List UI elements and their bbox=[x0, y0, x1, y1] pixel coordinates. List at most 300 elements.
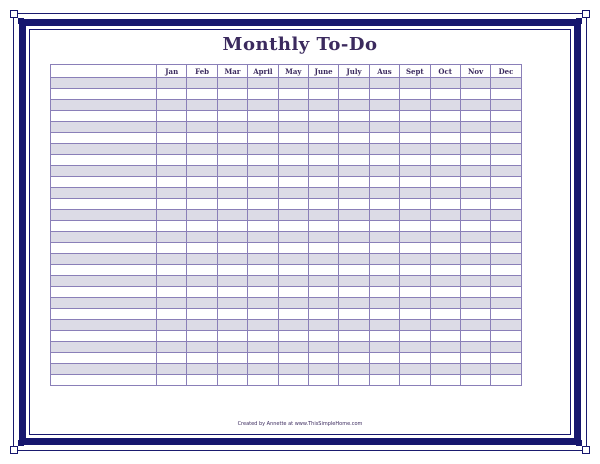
month-cell[interactable] bbox=[491, 342, 521, 353]
month-cell[interactable] bbox=[187, 89, 217, 100]
month-cell[interactable] bbox=[248, 320, 278, 331]
month-cell[interactable] bbox=[430, 155, 460, 166]
month-cell[interactable] bbox=[308, 199, 338, 210]
month-cell[interactable] bbox=[369, 111, 399, 122]
month-cell[interactable] bbox=[308, 210, 338, 221]
month-cell[interactable] bbox=[157, 177, 187, 188]
month-cell[interactable] bbox=[491, 243, 521, 254]
month-cell[interactable] bbox=[308, 122, 338, 133]
month-cell[interactable] bbox=[308, 342, 338, 353]
month-cell[interactable] bbox=[369, 287, 399, 298]
month-cell[interactable] bbox=[460, 89, 490, 100]
month-cell[interactable] bbox=[339, 276, 369, 287]
month-cell[interactable] bbox=[157, 144, 187, 155]
month-cell[interactable] bbox=[339, 210, 369, 221]
month-cell[interactable] bbox=[460, 309, 490, 320]
month-cell[interactable] bbox=[491, 276, 521, 287]
month-cell[interactable] bbox=[308, 375, 338, 386]
month-cell[interactable] bbox=[157, 133, 187, 144]
month-cell[interactable] bbox=[400, 199, 430, 210]
month-cell[interactable] bbox=[460, 276, 490, 287]
month-cell[interactable] bbox=[491, 364, 521, 375]
month-cell[interactable] bbox=[278, 364, 308, 375]
month-cell[interactable] bbox=[157, 199, 187, 210]
month-cell[interactable] bbox=[369, 100, 399, 111]
month-cell[interactable] bbox=[157, 320, 187, 331]
month-cell[interactable] bbox=[308, 287, 338, 298]
month-cell[interactable] bbox=[460, 331, 490, 342]
month-cell[interactable] bbox=[248, 353, 278, 364]
task-cell[interactable] bbox=[51, 177, 157, 188]
month-cell[interactable] bbox=[278, 122, 308, 133]
month-cell[interactable] bbox=[278, 111, 308, 122]
month-cell[interactable] bbox=[400, 133, 430, 144]
month-cell[interactable] bbox=[400, 298, 430, 309]
month-cell[interactable] bbox=[369, 342, 399, 353]
month-cell[interactable] bbox=[187, 331, 217, 342]
month-cell[interactable] bbox=[248, 166, 278, 177]
month-cell[interactable] bbox=[460, 144, 490, 155]
month-cell[interactable] bbox=[248, 221, 278, 232]
task-cell[interactable] bbox=[51, 342, 157, 353]
month-cell[interactable] bbox=[369, 144, 399, 155]
month-cell[interactable] bbox=[187, 320, 217, 331]
month-cell[interactable] bbox=[187, 243, 217, 254]
month-cell[interactable] bbox=[187, 133, 217, 144]
month-cell[interactable] bbox=[157, 100, 187, 111]
task-cell[interactable] bbox=[51, 287, 157, 298]
month-cell[interactable] bbox=[339, 243, 369, 254]
month-cell[interactable] bbox=[491, 331, 521, 342]
task-cell[interactable] bbox=[51, 375, 157, 386]
task-cell[interactable] bbox=[51, 309, 157, 320]
month-cell[interactable] bbox=[339, 331, 369, 342]
month-cell[interactable] bbox=[157, 309, 187, 320]
task-cell[interactable] bbox=[51, 210, 157, 221]
month-cell[interactable] bbox=[187, 298, 217, 309]
month-cell[interactable] bbox=[430, 320, 460, 331]
month-cell[interactable] bbox=[248, 122, 278, 133]
month-cell[interactable] bbox=[308, 254, 338, 265]
month-cell[interactable] bbox=[339, 353, 369, 364]
month-cell[interactable] bbox=[308, 276, 338, 287]
month-cell[interactable] bbox=[339, 320, 369, 331]
month-cell[interactable] bbox=[278, 254, 308, 265]
month-cell[interactable] bbox=[217, 144, 247, 155]
month-cell[interactable] bbox=[339, 89, 369, 100]
month-cell[interactable] bbox=[157, 78, 187, 89]
task-cell[interactable] bbox=[51, 188, 157, 199]
month-cell[interactable] bbox=[217, 331, 247, 342]
month-cell[interactable] bbox=[339, 265, 369, 276]
month-cell[interactable] bbox=[248, 243, 278, 254]
month-cell[interactable] bbox=[308, 298, 338, 309]
month-cell[interactable] bbox=[400, 276, 430, 287]
month-cell[interactable] bbox=[369, 320, 399, 331]
month-cell[interactable] bbox=[460, 320, 490, 331]
month-cell[interactable] bbox=[308, 320, 338, 331]
month-cell[interactable] bbox=[460, 364, 490, 375]
month-cell[interactable] bbox=[278, 166, 308, 177]
month-cell[interactable] bbox=[430, 133, 460, 144]
month-cell[interactable] bbox=[308, 353, 338, 364]
task-cell[interactable] bbox=[51, 133, 157, 144]
task-cell[interactable] bbox=[51, 243, 157, 254]
month-cell[interactable] bbox=[217, 320, 247, 331]
month-cell[interactable] bbox=[187, 188, 217, 199]
task-cell[interactable] bbox=[51, 221, 157, 232]
month-cell[interactable] bbox=[308, 78, 338, 89]
month-cell[interactable] bbox=[460, 133, 490, 144]
month-cell[interactable] bbox=[400, 155, 430, 166]
task-cell[interactable] bbox=[51, 265, 157, 276]
month-cell[interactable] bbox=[248, 155, 278, 166]
month-cell[interactable] bbox=[278, 89, 308, 100]
month-cell[interactable] bbox=[369, 375, 399, 386]
month-cell[interactable] bbox=[430, 144, 460, 155]
month-cell[interactable] bbox=[339, 309, 369, 320]
month-cell[interactable] bbox=[491, 309, 521, 320]
task-cell[interactable] bbox=[51, 254, 157, 265]
month-cell[interactable] bbox=[369, 210, 399, 221]
month-cell[interactable] bbox=[217, 78, 247, 89]
month-cell[interactable] bbox=[308, 364, 338, 375]
month-cell[interactable] bbox=[308, 133, 338, 144]
month-cell[interactable] bbox=[430, 265, 460, 276]
month-cell[interactable] bbox=[308, 265, 338, 276]
month-cell[interactable] bbox=[491, 254, 521, 265]
month-cell[interactable] bbox=[217, 133, 247, 144]
month-cell[interactable] bbox=[278, 133, 308, 144]
month-cell[interactable] bbox=[430, 309, 460, 320]
month-cell[interactable] bbox=[278, 353, 308, 364]
month-cell[interactable] bbox=[248, 375, 278, 386]
month-cell[interactable] bbox=[187, 232, 217, 243]
month-cell[interactable] bbox=[308, 111, 338, 122]
month-cell[interactable] bbox=[187, 342, 217, 353]
month-cell[interactable] bbox=[157, 254, 187, 265]
month-cell[interactable] bbox=[157, 287, 187, 298]
month-cell[interactable] bbox=[430, 375, 460, 386]
month-cell[interactable] bbox=[460, 199, 490, 210]
task-cell[interactable] bbox=[51, 298, 157, 309]
month-cell[interactable] bbox=[460, 111, 490, 122]
month-cell[interactable] bbox=[278, 265, 308, 276]
month-cell[interactable] bbox=[187, 100, 217, 111]
month-cell[interactable] bbox=[248, 177, 278, 188]
month-cell[interactable] bbox=[400, 375, 430, 386]
month-cell[interactable] bbox=[248, 78, 278, 89]
month-cell[interactable] bbox=[430, 342, 460, 353]
month-cell[interactable] bbox=[248, 111, 278, 122]
month-cell[interactable] bbox=[430, 122, 460, 133]
month-cell[interactable] bbox=[491, 111, 521, 122]
task-cell[interactable] bbox=[51, 100, 157, 111]
month-cell[interactable] bbox=[339, 199, 369, 210]
month-cell[interactable] bbox=[460, 177, 490, 188]
month-cell[interactable] bbox=[430, 364, 460, 375]
month-cell[interactable] bbox=[491, 199, 521, 210]
month-cell[interactable] bbox=[430, 221, 460, 232]
month-cell[interactable] bbox=[430, 111, 460, 122]
month-cell[interactable] bbox=[248, 309, 278, 320]
month-cell[interactable] bbox=[369, 78, 399, 89]
month-cell[interactable] bbox=[157, 265, 187, 276]
month-cell[interactable] bbox=[430, 254, 460, 265]
month-cell[interactable] bbox=[248, 210, 278, 221]
month-cell[interactable] bbox=[217, 243, 247, 254]
month-cell[interactable] bbox=[157, 298, 187, 309]
month-cell[interactable] bbox=[157, 166, 187, 177]
month-cell[interactable] bbox=[491, 188, 521, 199]
task-cell[interactable] bbox=[51, 155, 157, 166]
month-cell[interactable] bbox=[157, 188, 187, 199]
month-cell[interactable] bbox=[248, 331, 278, 342]
month-cell[interactable] bbox=[369, 353, 399, 364]
month-cell[interactable] bbox=[491, 210, 521, 221]
month-cell[interactable] bbox=[400, 342, 430, 353]
month-cell[interactable] bbox=[278, 375, 308, 386]
month-cell[interactable] bbox=[369, 298, 399, 309]
month-cell[interactable] bbox=[187, 287, 217, 298]
month-cell[interactable] bbox=[308, 155, 338, 166]
task-cell[interactable] bbox=[51, 331, 157, 342]
month-cell[interactable] bbox=[339, 177, 369, 188]
month-cell[interactable] bbox=[400, 353, 430, 364]
month-cell[interactable] bbox=[339, 155, 369, 166]
month-cell[interactable] bbox=[217, 309, 247, 320]
month-cell[interactable] bbox=[187, 111, 217, 122]
month-cell[interactable] bbox=[339, 111, 369, 122]
month-cell[interactable] bbox=[217, 188, 247, 199]
month-cell[interactable] bbox=[308, 188, 338, 199]
month-cell[interactable] bbox=[187, 166, 217, 177]
month-cell[interactable] bbox=[278, 199, 308, 210]
month-cell[interactable] bbox=[308, 144, 338, 155]
month-cell[interactable] bbox=[400, 331, 430, 342]
month-cell[interactable] bbox=[308, 177, 338, 188]
month-cell[interactable] bbox=[430, 232, 460, 243]
month-cell[interactable] bbox=[430, 78, 460, 89]
month-cell[interactable] bbox=[217, 89, 247, 100]
month-cell[interactable] bbox=[339, 188, 369, 199]
month-cell[interactable] bbox=[491, 122, 521, 133]
month-cell[interactable] bbox=[217, 364, 247, 375]
month-cell[interactable] bbox=[187, 364, 217, 375]
month-cell[interactable] bbox=[248, 199, 278, 210]
month-cell[interactable] bbox=[278, 155, 308, 166]
month-cell[interactable] bbox=[308, 100, 338, 111]
month-cell[interactable] bbox=[430, 353, 460, 364]
month-cell[interactable] bbox=[339, 364, 369, 375]
task-cell[interactable] bbox=[51, 111, 157, 122]
month-cell[interactable] bbox=[339, 166, 369, 177]
month-cell[interactable] bbox=[460, 155, 490, 166]
task-cell[interactable] bbox=[51, 78, 157, 89]
month-cell[interactable] bbox=[460, 210, 490, 221]
month-cell[interactable] bbox=[339, 298, 369, 309]
month-cell[interactable] bbox=[157, 276, 187, 287]
month-cell[interactable] bbox=[248, 364, 278, 375]
month-cell[interactable] bbox=[308, 243, 338, 254]
task-cell[interactable] bbox=[51, 232, 157, 243]
month-cell[interactable] bbox=[278, 320, 308, 331]
month-cell[interactable] bbox=[339, 287, 369, 298]
month-cell[interactable] bbox=[430, 331, 460, 342]
month-cell[interactable] bbox=[430, 287, 460, 298]
month-cell[interactable] bbox=[369, 364, 399, 375]
month-cell[interactable] bbox=[430, 188, 460, 199]
month-cell[interactable] bbox=[217, 298, 247, 309]
month-cell[interactable] bbox=[491, 177, 521, 188]
month-cell[interactable] bbox=[400, 188, 430, 199]
month-cell[interactable] bbox=[491, 287, 521, 298]
month-cell[interactable] bbox=[491, 133, 521, 144]
month-cell[interactable] bbox=[157, 243, 187, 254]
month-cell[interactable] bbox=[217, 221, 247, 232]
month-cell[interactable] bbox=[278, 78, 308, 89]
month-cell[interactable] bbox=[308, 309, 338, 320]
month-cell[interactable] bbox=[339, 144, 369, 155]
month-cell[interactable] bbox=[400, 78, 430, 89]
month-cell[interactable] bbox=[278, 342, 308, 353]
month-cell[interactable] bbox=[400, 89, 430, 100]
month-cell[interactable] bbox=[400, 100, 430, 111]
month-cell[interactable] bbox=[248, 133, 278, 144]
month-cell[interactable] bbox=[491, 265, 521, 276]
month-cell[interactable] bbox=[400, 221, 430, 232]
month-cell[interactable] bbox=[157, 221, 187, 232]
month-cell[interactable] bbox=[248, 342, 278, 353]
month-cell[interactable] bbox=[400, 243, 430, 254]
month-cell[interactable] bbox=[430, 298, 460, 309]
month-cell[interactable] bbox=[400, 320, 430, 331]
month-cell[interactable] bbox=[369, 221, 399, 232]
month-cell[interactable] bbox=[217, 122, 247, 133]
month-cell[interactable] bbox=[430, 243, 460, 254]
month-cell[interactable] bbox=[278, 276, 308, 287]
month-cell[interactable] bbox=[278, 232, 308, 243]
month-cell[interactable] bbox=[278, 144, 308, 155]
task-cell[interactable] bbox=[51, 144, 157, 155]
month-cell[interactable] bbox=[460, 254, 490, 265]
month-cell[interactable] bbox=[278, 221, 308, 232]
month-cell[interactable] bbox=[369, 166, 399, 177]
month-cell[interactable] bbox=[339, 78, 369, 89]
month-cell[interactable] bbox=[460, 188, 490, 199]
month-cell[interactable] bbox=[491, 298, 521, 309]
month-cell[interactable] bbox=[430, 199, 460, 210]
month-cell[interactable] bbox=[339, 221, 369, 232]
month-cell[interactable] bbox=[308, 89, 338, 100]
month-cell[interactable] bbox=[491, 166, 521, 177]
month-cell[interactable] bbox=[369, 177, 399, 188]
month-cell[interactable] bbox=[460, 78, 490, 89]
task-cell[interactable] bbox=[51, 320, 157, 331]
month-cell[interactable] bbox=[430, 276, 460, 287]
month-cell[interactable] bbox=[491, 155, 521, 166]
month-cell[interactable] bbox=[369, 133, 399, 144]
month-cell[interactable] bbox=[278, 177, 308, 188]
month-cell[interactable] bbox=[400, 309, 430, 320]
month-cell[interactable] bbox=[278, 243, 308, 254]
month-cell[interactable] bbox=[400, 254, 430, 265]
month-cell[interactable] bbox=[217, 177, 247, 188]
month-cell[interactable] bbox=[400, 177, 430, 188]
month-cell[interactable] bbox=[217, 155, 247, 166]
task-cell[interactable] bbox=[51, 199, 157, 210]
month-cell[interactable] bbox=[157, 155, 187, 166]
month-cell[interactable] bbox=[248, 254, 278, 265]
month-cell[interactable] bbox=[248, 89, 278, 100]
month-cell[interactable] bbox=[187, 309, 217, 320]
month-cell[interactable] bbox=[430, 210, 460, 221]
month-cell[interactable] bbox=[430, 100, 460, 111]
month-cell[interactable] bbox=[278, 210, 308, 221]
month-cell[interactable] bbox=[400, 265, 430, 276]
month-cell[interactable] bbox=[369, 254, 399, 265]
task-cell[interactable] bbox=[51, 122, 157, 133]
month-cell[interactable] bbox=[248, 100, 278, 111]
month-cell[interactable] bbox=[157, 364, 187, 375]
month-cell[interactable] bbox=[157, 331, 187, 342]
month-cell[interactable] bbox=[278, 100, 308, 111]
month-cell[interactable] bbox=[308, 232, 338, 243]
month-cell[interactable] bbox=[187, 155, 217, 166]
month-cell[interactable] bbox=[157, 342, 187, 353]
month-cell[interactable] bbox=[278, 287, 308, 298]
month-cell[interactable] bbox=[369, 122, 399, 133]
month-cell[interactable] bbox=[369, 265, 399, 276]
month-cell[interactable] bbox=[308, 331, 338, 342]
month-cell[interactable] bbox=[187, 375, 217, 386]
month-cell[interactable] bbox=[157, 210, 187, 221]
month-cell[interactable] bbox=[157, 232, 187, 243]
month-cell[interactable] bbox=[217, 287, 247, 298]
month-cell[interactable] bbox=[460, 287, 490, 298]
month-cell[interactable] bbox=[217, 232, 247, 243]
task-cell[interactable] bbox=[51, 166, 157, 177]
month-cell[interactable] bbox=[217, 210, 247, 221]
task-cell[interactable] bbox=[51, 353, 157, 364]
month-cell[interactable] bbox=[278, 309, 308, 320]
month-cell[interactable] bbox=[460, 243, 490, 254]
month-cell[interactable] bbox=[491, 100, 521, 111]
month-cell[interactable] bbox=[339, 133, 369, 144]
month-cell[interactable] bbox=[339, 100, 369, 111]
month-cell[interactable] bbox=[187, 221, 217, 232]
month-cell[interactable] bbox=[157, 122, 187, 133]
month-cell[interactable] bbox=[400, 166, 430, 177]
month-cell[interactable] bbox=[187, 199, 217, 210]
month-cell[interactable] bbox=[491, 375, 521, 386]
month-cell[interactable] bbox=[339, 375, 369, 386]
month-cell[interactable] bbox=[460, 100, 490, 111]
month-cell[interactable] bbox=[460, 353, 490, 364]
month-cell[interactable] bbox=[187, 276, 217, 287]
month-cell[interactable] bbox=[187, 210, 217, 221]
month-cell[interactable] bbox=[187, 353, 217, 364]
month-cell[interactable] bbox=[308, 221, 338, 232]
month-cell[interactable] bbox=[491, 78, 521, 89]
month-cell[interactable] bbox=[491, 144, 521, 155]
month-cell[interactable] bbox=[369, 309, 399, 320]
month-cell[interactable] bbox=[339, 342, 369, 353]
month-cell[interactable] bbox=[187, 144, 217, 155]
month-cell[interactable] bbox=[217, 375, 247, 386]
month-cell[interactable] bbox=[217, 353, 247, 364]
month-cell[interactable] bbox=[460, 221, 490, 232]
